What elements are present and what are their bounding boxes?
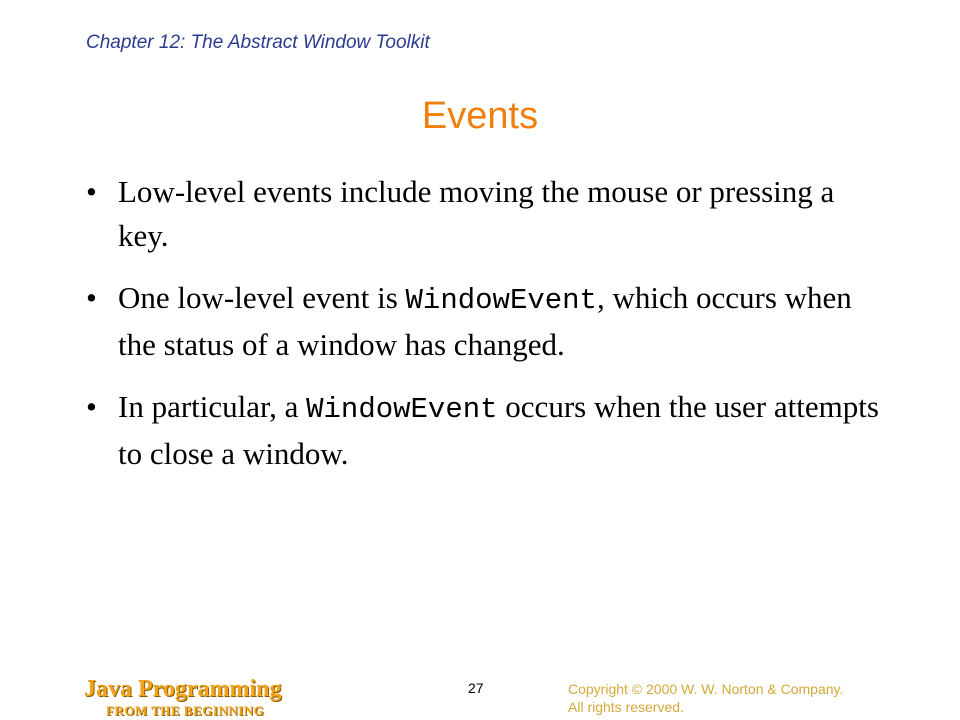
bullet-icon: • [86, 389, 97, 424]
bullet-text-after: occurs when the user attempts to close a window. [118, 389, 879, 471]
book-logo [84, 676, 282, 719]
bullet-text-before: One low-level event is [118, 280, 406, 315]
bullet-text-after: , which occurs when the status of a window has changed. [118, 280, 852, 362]
copyright-notice [568, 680, 898, 716]
book-logo-subtitle: FROM THE BEGINNING [106, 703, 265, 718]
bullet-item [80, 276, 880, 367]
code-term: WindowEvent [306, 393, 498, 426]
copyright-line: Copyright © 2000 W. W. Norton & Company. [568, 681, 844, 697]
bullet-list [80, 170, 880, 494]
chapter-heading: Chapter 12: The Abstract Window Toolkit [86, 32, 430, 53]
code-term: WindowEvent [405, 284, 597, 317]
bullet-item [80, 170, 880, 258]
slide-title: Events [421, 95, 539, 137]
book-logo-title: Java Programming [84, 676, 282, 702]
page-number: 27 [468, 680, 484, 696]
rights-line: All rights reserved. [568, 699, 684, 715]
bullet-item [80, 385, 880, 476]
bullet-icon: • [86, 174, 97, 209]
bullet-text: Low-level events include moving the mouse or pressing a key. [118, 174, 835, 253]
bullet-text-before: In particular, a [118, 389, 307, 424]
bullet-icon: • [86, 280, 97, 315]
